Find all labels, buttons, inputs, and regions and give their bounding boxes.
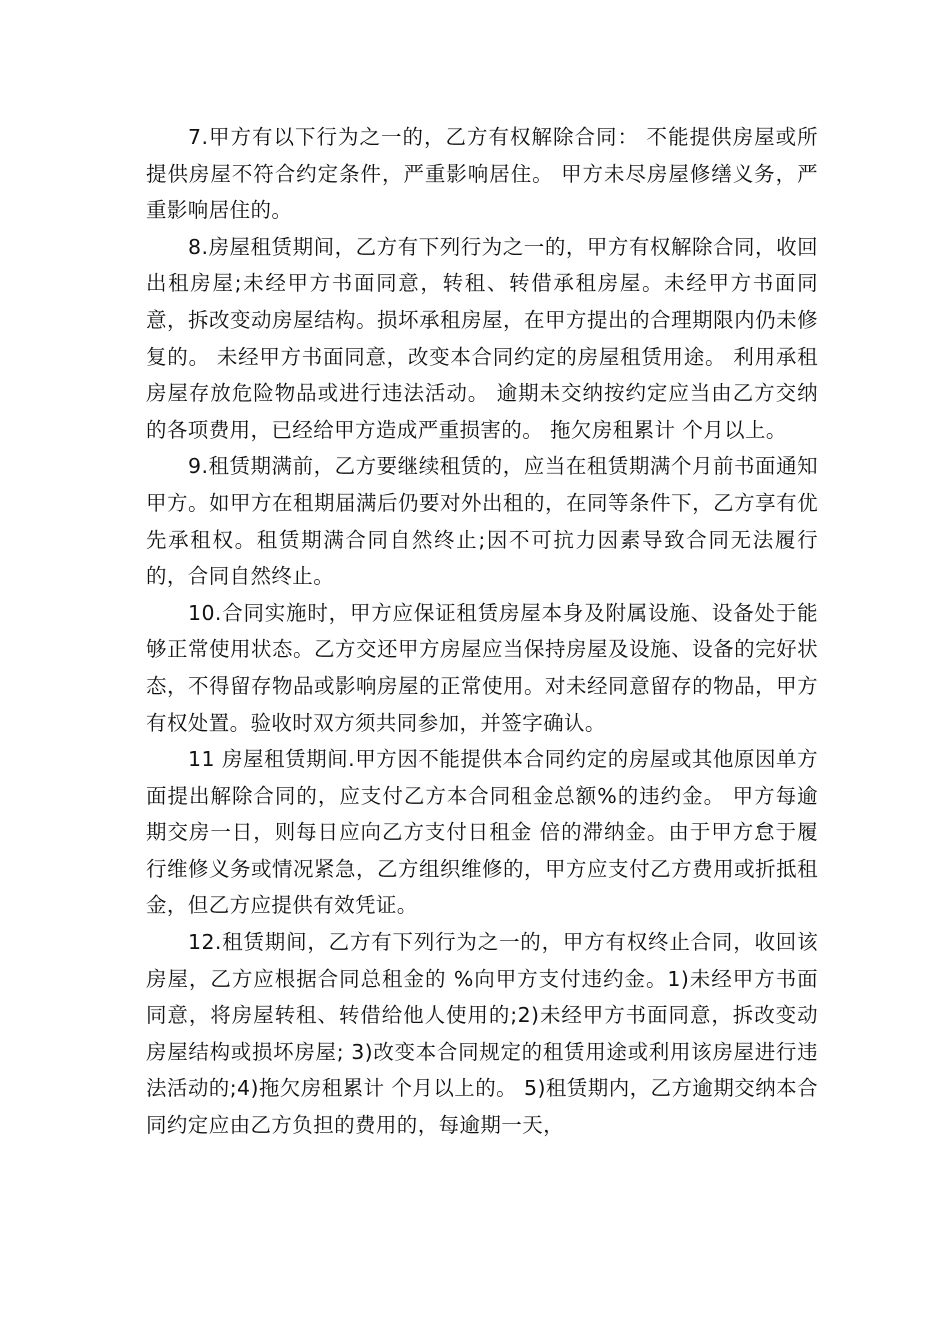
clause-11-paragraph: 11 房屋租赁期间.甲方因不能提供本合同约定的房屋或其他原因单方面提出解除合同的，应支付乙方本合同租金总额%的违约金。 甲方每逾期交房一日，则每日应向乙方支付日租金 倍的滞纳金。由于甲方怠于履行维修义务或情况紧急，乙方组织维修的，甲方应支付乙方费用或折抵租金，但乙方应提供有效凭证。 xyxy=(146,747,818,918)
document-page xyxy=(146,119,818,1144)
clause-12-paragraph: 12.租赁期间，乙方有下列行为之一的，甲方有权终止合同，收回该房屋，乙方应根据合同总租金的 %向甲方支付违约金。1)未经甲方书面同意，将房屋转租、转借给他人使用的;2)未经甲方书面同意，拆改变动房屋结构或损坏房屋; 3)改变本合同规定的租赁用途或利用该房屋进行违法活动的;4)拖欠房租累计 个月以上的。 5)租赁期内，乙方逾期交纳本合同约定应由乙方负担的费用的，每逾期一天， xyxy=(146,930,818,1138)
clause-8-paragraph: 8.房屋租赁期间，乙方有下列行为之一的，甲方有权解除合同，收回出租房屋;未经甲方书面同意，转租、转借承租房屋。未经甲方书面同意，拆改变动房屋结构。损坏承租房屋，在甲方提出的合理期限内仍未修复的。 未经甲方书面同意，改变本合同约定的房屋租赁用途。 利用承租房屋存放危险物品或进行违法活动。 逾期未交纳按约定应当由乙方交纳的各项费用，已经给甲方造成严重损害的。 拖欠房租累计 个月以上。 xyxy=(146,234,818,442)
clause-10-paragraph: 10.合同实施时，甲方应保证租赁房屋本身及附属设施、设备处于能够正常使用状态。乙方交还甲方房屋应当保持房屋及设施、设备的完好状态，不得留存物品或影响房屋的正常使用。对未经同意留存的物品，甲方有权处置。验收时双方须共同参加，并签字确认。 xyxy=(146,600,818,735)
clause-9-paragraph: 9.租赁期满前，乙方要继续租赁的，应当在租赁期满个月前书面通知甲方。如甲方在租期届满后仍要对外出租的，在同等条件下，乙方享有优先承租权。租赁期满合同自然终止;因不可抗力因素导致合同无法履行的，合同自然终止。 xyxy=(146,454,818,589)
clause-7-paragraph: 7.甲方有以下行为之一的，乙方有权解除合同： 不能提供房屋或所提供房屋不符合约定条件，严重影响居住。 甲方未尽房屋修缮义务，严重影响居住的。 xyxy=(146,125,818,223)
